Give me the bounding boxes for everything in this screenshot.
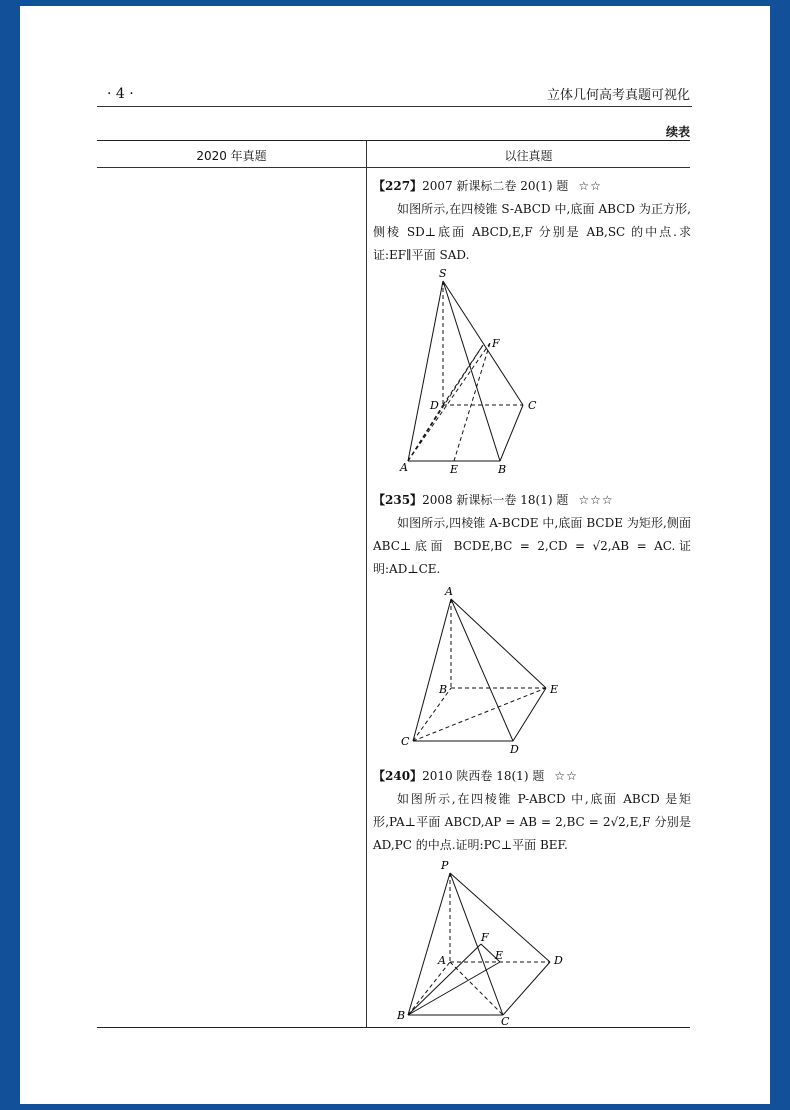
page-number: · 4 · [107,86,134,102]
label-s: S [439,269,447,280]
figure-pyramid-abcde [393,587,593,757]
page-header [97,76,692,107]
difficulty-stars: ☆☆ [554,769,578,783]
label-e: E [550,683,559,696]
label-b: B [397,1009,406,1022]
difficulty-stars: ☆☆ [578,179,602,193]
problem-source: 2007 新课标二卷 20(1) 题 [422,179,569,193]
label-c: C [501,1015,510,1026]
problem-235 [373,489,691,756]
label-a: A [445,587,453,598]
problem-heading [373,175,691,198]
table-header-row [97,141,690,168]
label-f: F [481,931,489,944]
column-header-past: 以往真题 [504,149,553,163]
problems-table [97,140,690,1028]
label-e: E [450,463,459,476]
label-d: D [430,399,439,412]
label-c: C [401,735,410,748]
label-e: E [495,949,504,962]
problem-heading [373,489,691,512]
label-b: B [498,463,507,476]
problem-heading [373,765,691,788]
problem-source: 2008 新课标一卷 18(1) 题 [422,493,569,507]
label-d: D [554,954,563,967]
difficulty-stars: ☆☆☆ [578,493,614,507]
label-c: C [528,399,537,412]
label-b: B [439,683,448,696]
label-f: F [492,337,500,350]
problem-text: 如图所示,在四棱锥 P-ABCD 中,底面 ABCD 是矩形,PA⊥平面 ABCD,AP = AB = 2,BC = 2√2,E,F 分别是 AD,PC 的中点.证明:PC⊥平面 BEF. [373,792,691,852]
problem-text: 如图所示,四棱锥 A-BCDE 中,底面 BCDE 为矩形,侧面 ABC⊥底面 BCDE,BC = 2,CD = √2,AB = AC.证明:AD⊥CE. [373,516,691,576]
label-p: P [441,861,449,872]
problem-227 [373,175,691,476]
label-a: A [400,461,408,474]
problem-number: 【235】 [373,493,423,507]
page [20,6,770,1104]
figure-pyramid-sabcd [393,269,593,479]
problem-number: 【227】 [373,179,423,193]
figure-pyramid-pabcd [393,861,593,1026]
label-d: D [510,743,519,756]
problem-240 [373,765,691,1026]
column-divider [366,141,367,1027]
continued-label: 续表 [665,125,690,139]
column-header-2020: 2020 年真题 [196,149,267,163]
running-title: 立体几何高考真题可视化 [546,88,690,103]
label-a: A [438,954,446,967]
problem-number: 【240】 [373,769,423,783]
problem-text: 如图所示,在四棱锥 S-ABCD 中,底面 ABCD 为正方形,侧棱 SD⊥底面 ABCD,E,F 分别是 AB,SC 的中点.求证:EF∥平面 SAD. [373,202,691,262]
problem-source: 2010 陕西卷 18(1) 题 [422,769,545,783]
